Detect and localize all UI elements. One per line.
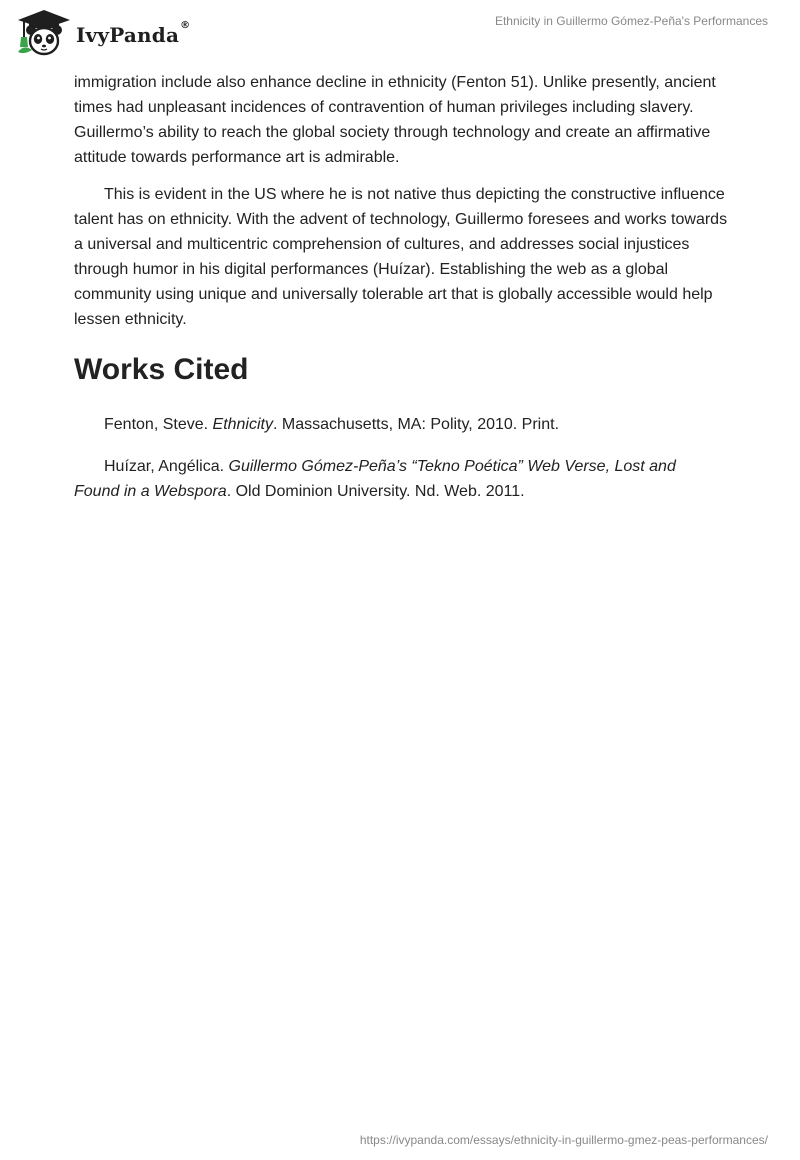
ivypanda-logo[interactable] (14, 8, 190, 58)
registered-mark: ® (180, 20, 191, 31)
document-title: Ethnicity in Guillermo Gómez-Peña's Performances (494, 14, 768, 28)
body-paragraph-2: This is evident in the US where he is not native thus depicting the constructive influence talent has on ethnicity. With the advent of technology, Guillermo foresees and works towards a universal and multicentric comprehension of cultures, and addresses social injustices through humor in his digital performances (Huízar). Establishing the web as a global community using unique and universally tolerable art that is globally accessible would help lessen ethnicity. (74, 186, 728, 328)
body-paragraph-1: immigration include also enhance decline in ethnicity (Fenton 51). Unlike presently, ancient times had unpleasant incidences of contravention of human privileges including slavery. Guillermo’s ability to reach the global society through technology and create an affirmative attitude towards performance art is admirable. (74, 74, 716, 166)
essay-content (74, 70, 734, 521)
citation-huizar (74, 454, 684, 504)
page-header (0, 0, 800, 64)
citation-title: Guillermo Gómez-Peña’s “Tekno Poética” Web Verse, Lost and Found in a Webspora (74, 458, 676, 500)
citation-fenton (74, 412, 684, 437)
source-url[interactable]: https://ivypanda.com/essays/ethnicity-in-guillermo-gmez-peas-performances/ (359, 1133, 768, 1147)
citation-author: Huízar, Angélica. (104, 458, 229, 475)
panda-graduate-icon (14, 8, 74, 58)
citation-details: . Old Dominion University. Nd. Web. 2011. (226, 483, 525, 500)
logo-wordmark: IvyPanda® (76, 20, 191, 47)
citation-title: Ethnicity (212, 416, 273, 433)
citation-author: Fenton, Steve. (104, 416, 213, 433)
works-cited-heading: Works Cited (74, 353, 249, 386)
citation-details: . Massachusetts, MA: Polity, 2010. Print. (272, 416, 560, 433)
